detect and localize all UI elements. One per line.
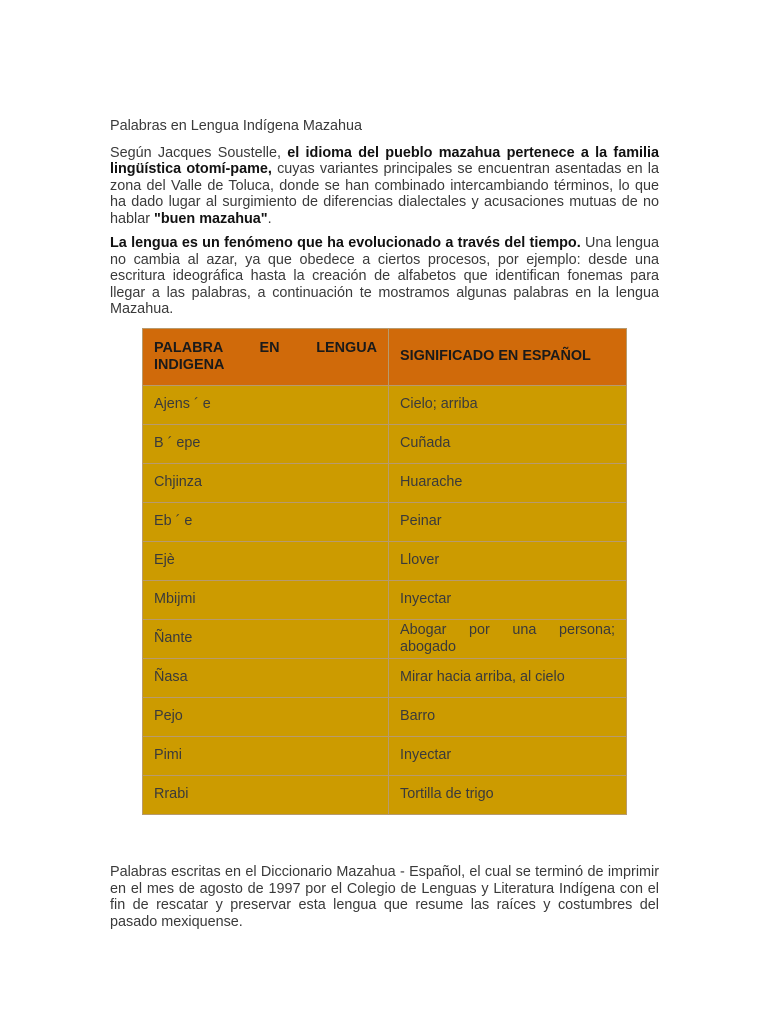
indigenous-word-cell: B ´ epe: [143, 424, 389, 463]
footer-paragraph: Palabras escritas en el Diccionario Mazahua - Español, el cual se terminó de imprimir en el mes de agosto de 1997 por el Colegio de Lenguas y Literatura Indígena con el fin de rescatar y preservar esta lengua que resume las raíces y costumbres del pasado mexiquense.: [110, 864, 659, 930]
indigenous-word-cell: Ñante: [143, 619, 389, 658]
table-row: [143, 424, 627, 463]
intro-text-a: Según Jacques Soustelle,: [110, 144, 288, 161]
document-body: [110, 118, 659, 815]
vocabulary-table: [142, 328, 627, 815]
table-header-row: [143, 328, 627, 385]
intro-text-e: .: [267, 210, 272, 227]
spanish-meaning-cell: Cielo; arriba: [389, 385, 627, 424]
table-row: [143, 658, 627, 697]
spanish-meaning-cell: Tortilla de trigo: [389, 775, 627, 814]
indigenous-word-cell: Pimi: [143, 736, 389, 775]
indigenous-word-cell: Mbijmi: [143, 580, 389, 619]
indigenous-word-cell: Ñasa: [143, 658, 389, 697]
table-row: [143, 697, 627, 736]
column-header-indigenous-word: PALABRA EN LENGUA INDIGENA: [143, 328, 389, 385]
evolution-paragraph: [110, 235, 659, 318]
table-row: [143, 775, 627, 814]
indigenous-word-cell: Ejè: [143, 541, 389, 580]
evolution-text-b: Una lengua no cambia al azar, ya que obedece a ciertos procesos, por ejemplo: desde una escritura ideográfica hasta la creación de alfabetos que identifican fonemas para llegar a las palabras, a continuación te mostramos algunas palabras en la lengua Mazahua.: [110, 235, 659, 317]
table-body: [143, 385, 627, 814]
indigenous-word-cell: Chjinza: [143, 463, 389, 502]
spanish-meaning-cell: Inyectar: [389, 580, 627, 619]
spanish-meaning-cell: Barro: [389, 697, 627, 736]
spanish-meaning-cell: Mirar hacia arriba, al cielo: [389, 658, 627, 697]
indigenous-word-cell: Eb ´ e: [143, 502, 389, 541]
spanish-meaning-cell: Huarache: [389, 463, 627, 502]
table-row: [143, 736, 627, 775]
table-row: [143, 541, 627, 580]
intro-paragraph: [110, 145, 659, 228]
spanish-meaning-cell: Abogar por una persona; abogado: [389, 619, 627, 658]
table-row: [143, 463, 627, 502]
column-header-spanish-meaning: SIGNIFICADO EN ESPAÑOL: [389, 328, 627, 385]
spanish-meaning-cell: Peinar: [389, 502, 627, 541]
indigenous-word-cell: Rrabi: [143, 775, 389, 814]
indigenous-word-cell: Ajens ´ e: [143, 385, 389, 424]
table-row: [143, 580, 627, 619]
spanish-meaning-cell: Cuñada: [389, 424, 627, 463]
intro-text-c: cuyas variantes principales se encuentran asentadas en la zona del Valle de Toluca, donde se han combinado intercambiando términos, lo que ha dado lugar al surgimiento de diferencias dialectales y acusaciones mutuas de no hablar: [110, 161, 659, 227]
indigenous-word-cell: Pejo: [143, 697, 389, 736]
intro-text-d: "buen mazahua": [154, 210, 268, 227]
spanish-meaning-cell: Llover: [389, 541, 627, 580]
table-row: [143, 502, 627, 541]
spanish-meaning-cell: Inyectar: [389, 736, 627, 775]
table-row: [143, 619, 627, 658]
page-title: Palabras en Lengua Indígena Mazahua: [110, 118, 363, 134]
intro-text-b: el idioma del pueblo mazahua pertenece a la familia lingüística otomí-pame,: [110, 144, 660, 177]
table-row: [143, 385, 627, 424]
evolution-text-a: La lengua es un fenómeno que ha evolucionado a través del tiempo.: [110, 235, 581, 251]
